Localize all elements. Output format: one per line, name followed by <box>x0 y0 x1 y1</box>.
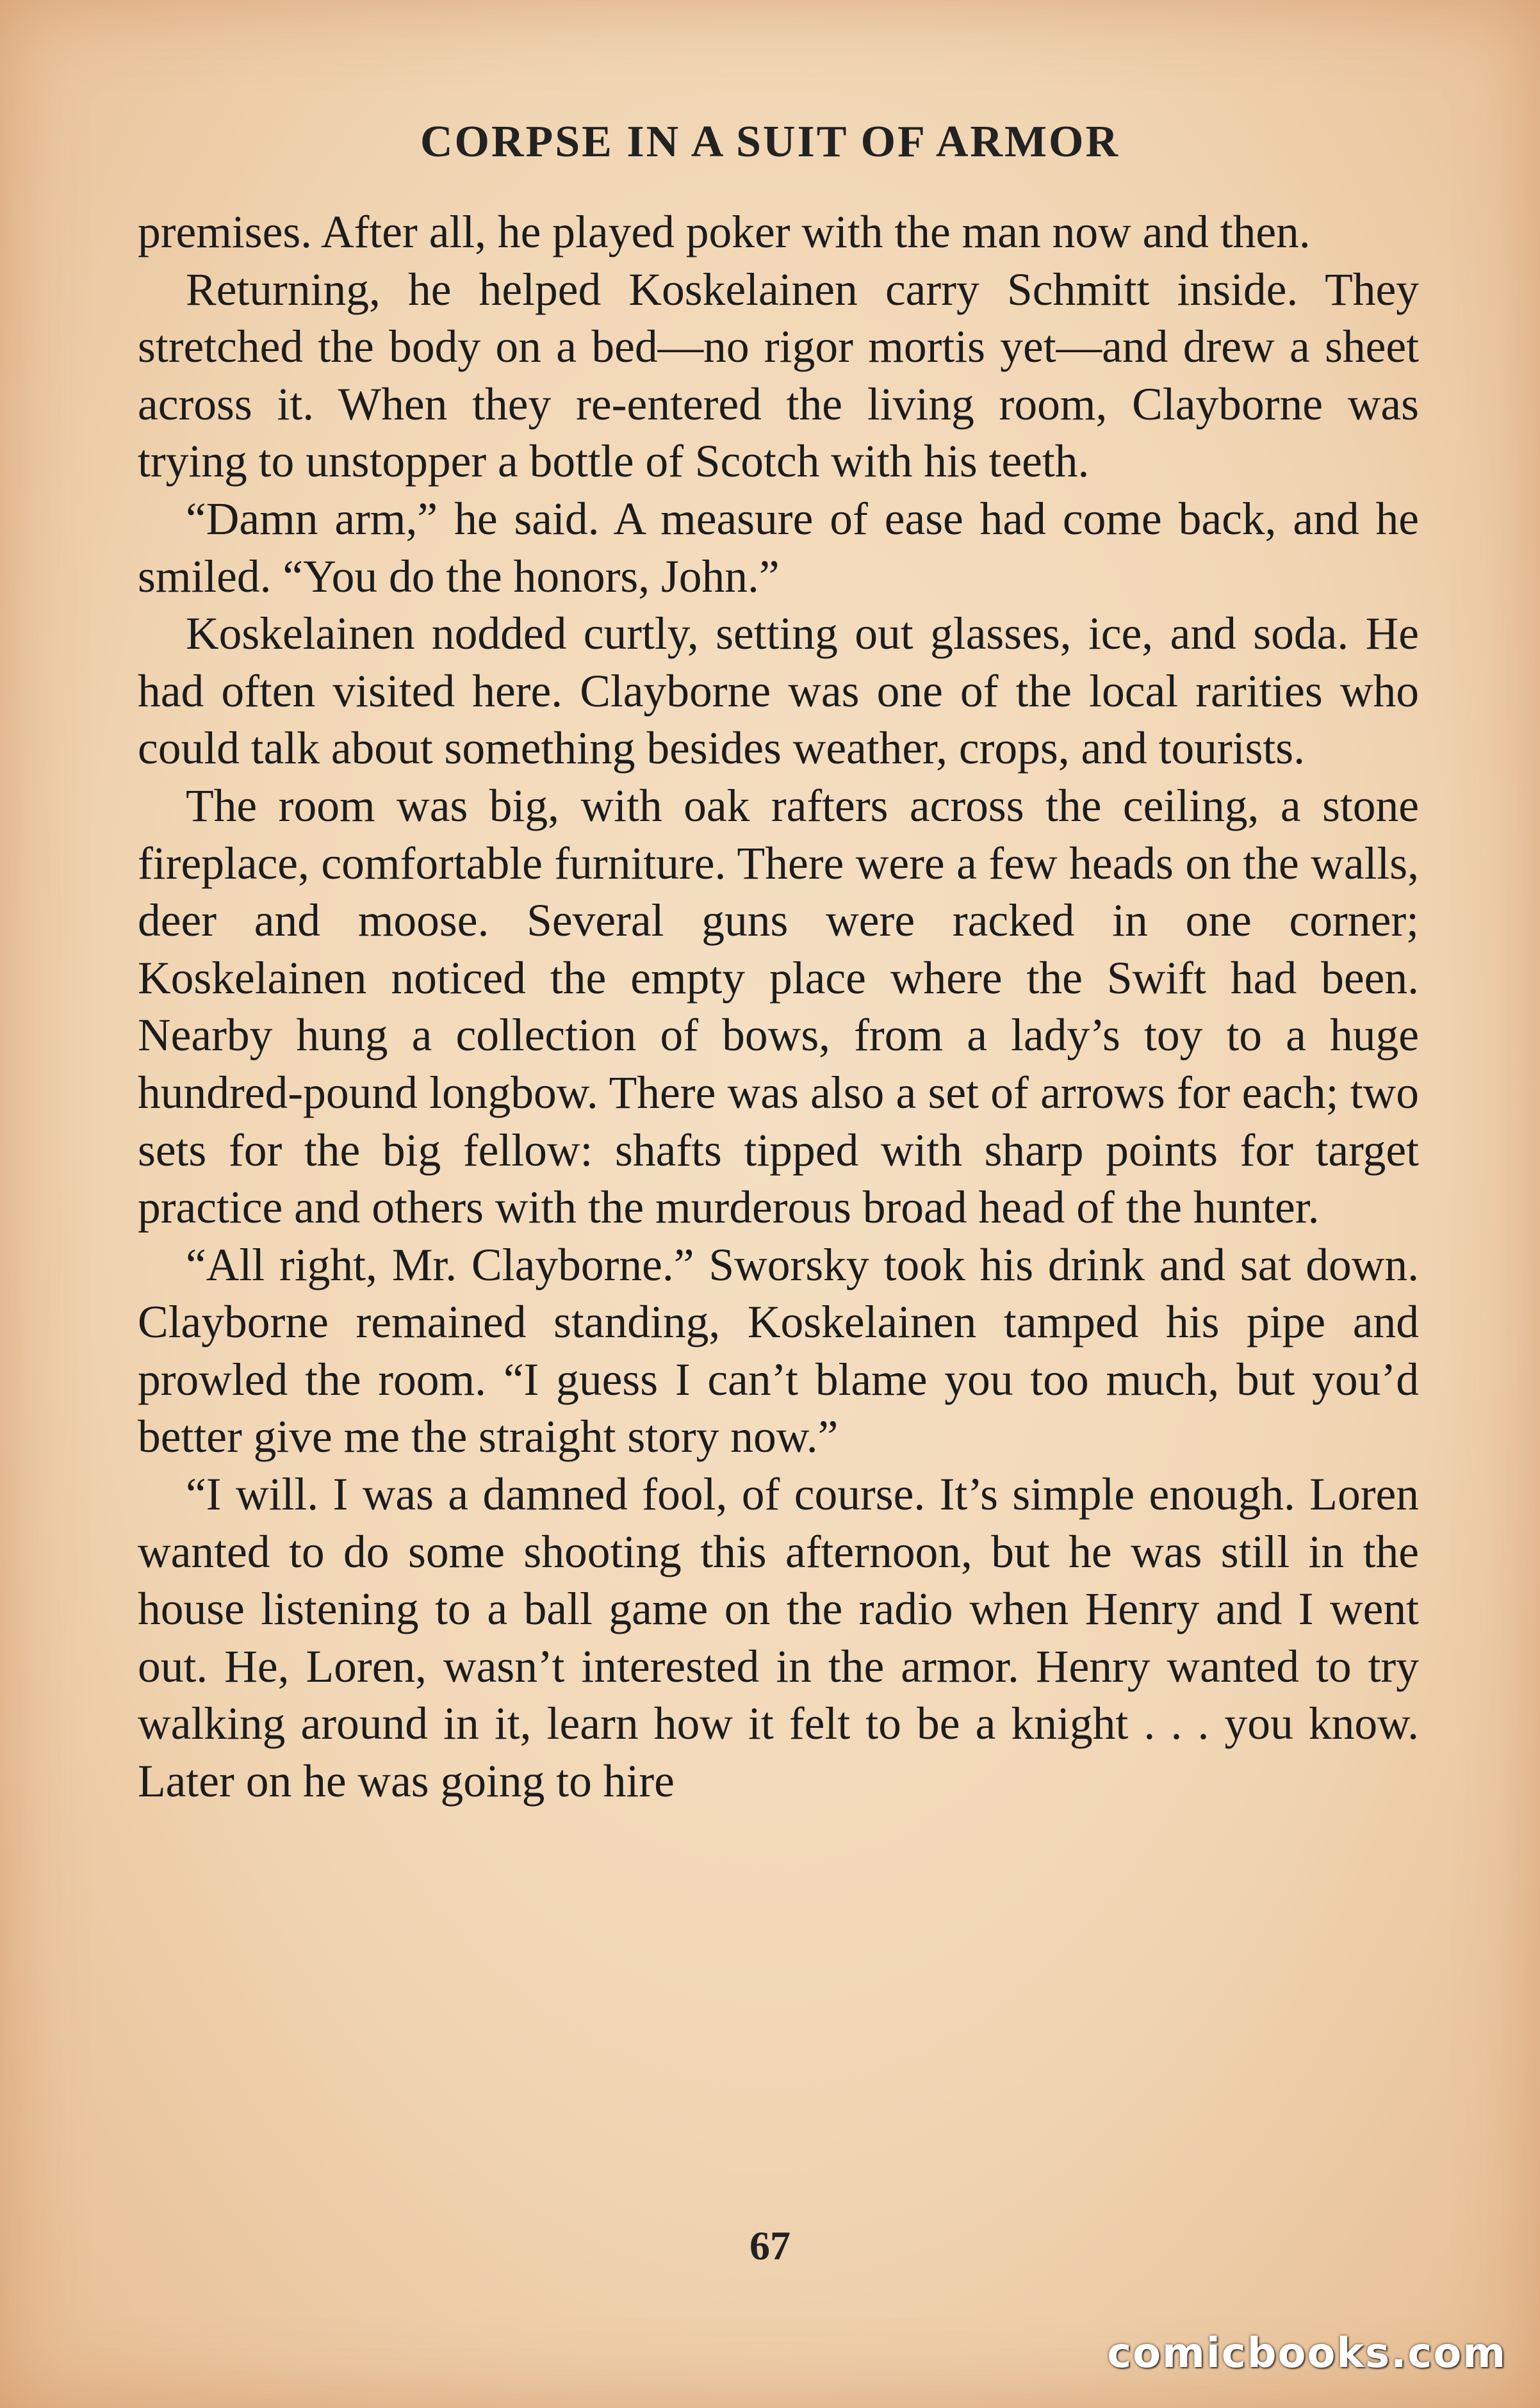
paragraph: “All right, Mr. Clayborne.” Sworsky took his drink and sat down. Clayborne remained standing, Koskelainen tamped his pipe and prowled the room. “I guess I can’t blame you too much, but you’d better give me the straight story now.” <box>138 1239 1419 1463</box>
paragraph: Koskelainen nodded curtly, setting out glasses, ice, and soda. He had often visited here. Clayborne was one of the local rarities who could talk about something besides weather, crops, and tourists. <box>138 608 1419 774</box>
watermark: comicbooks.com <box>1107 2330 1507 2377</box>
paragraph: Returning, he helped Koskelainen carry Schmitt inside. They stretched the body on a bed—no rigor mortis yet—and drew a sheet across it. When they re-entered the living room, Clayborne was trying to unstopper a bottle of Scotch with his teeth. <box>138 264 1419 487</box>
body-text <box>138 204 1419 1810</box>
paragraph: premises. After all, he played poker with the man now and then. <box>138 207 1311 257</box>
paragraph: “Damn arm,” he said. A measure of ease had come back, and he smiled. “You do the honors, John.” <box>138 493 1419 602</box>
paragraph: “I will. I was a damned fool, of course. It’s simple enough. Loren wanted to do some shooting this afternoon, but he was still in the house listening to a ball game on the radio when Henry and I went out. He, Loren, wasn’t interested in the armor. Henry wanted to try walking around in it, learn how it felt to be a knight . . . you know. Later on he was going to hire <box>138 1469 1419 1807</box>
paragraph: The room was big, with oak rafters across the ceiling, a stone fireplace, comfortable furniture. There were a few heads on the walls, deer and moose. Several guns were racked in one corner; Koskelainen noticed the empty place where the Swift had been. Nearby hung a collection of bows, from a lady’s toy to a huge hundred-pound longbow. There was also a set of arrows for each; two sets for the big fellow: shafts tipped with sharp points for target practice and others with the murderous broad head of the hunter. <box>138 780 1419 1233</box>
running-head: CORPSE IN A SUIT OF ARMOR <box>420 117 1120 167</box>
page-number: 67 <box>750 2223 790 2268</box>
